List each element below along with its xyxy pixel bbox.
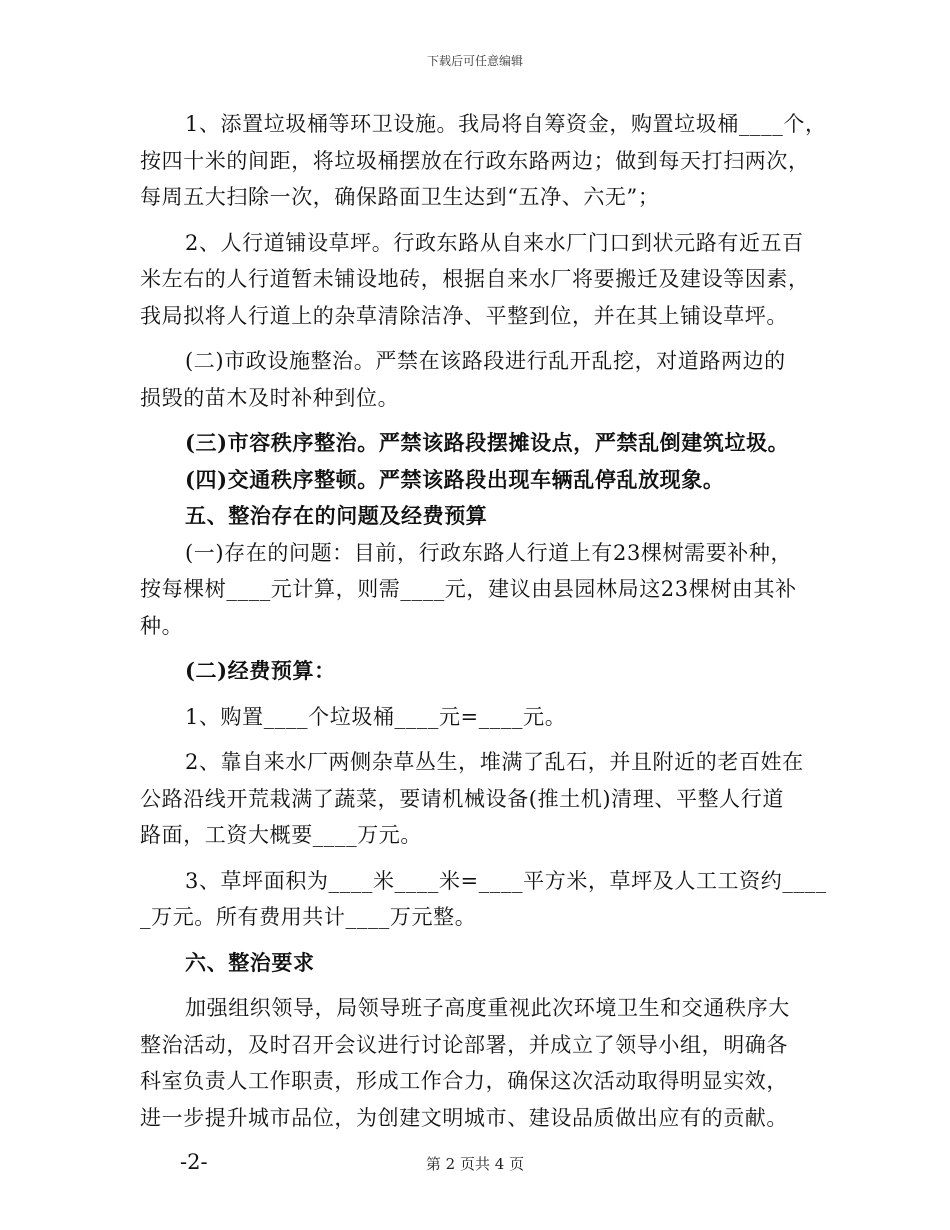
paragraph-line: 2、人行道铺设草坪。行政东路从自来水厂门口到状元路有近五百	[185, 230, 804, 255]
page-header: 下载后可任意编辑	[426, 54, 523, 68]
section-heading: 六、整治要求	[185, 949, 315, 975]
page-marker: -2-	[180, 1150, 208, 1174]
paragraph-line: 种。	[140, 613, 184, 638]
paragraph-line: 科室负责人工作职责，形成工作合力，确保这次活动取得明显实效，	[140, 1069, 788, 1093]
document-body	[140, 106, 827, 1180]
page-footer: 第 2 页共 4 页	[425, 1155, 525, 1173]
section-heading: (三)市容秩序整治。严禁该路段摆摊设点，严禁乱倒建筑垃圾。	[185, 430, 790, 455]
paragraph-line: 3、草坪面积为____米____米=____平方米，草坪及人工工资约____	[185, 868, 827, 893]
paragraph-line: 1、购置____个垃圾桶____元=____元。	[185, 704, 567, 729]
paragraph-line: (一)存在的问题：目前，行政东路人行道上有23棵树需要补种，	[185, 540, 793, 565]
paragraph-line: 路面，工资大概要____万元。	[140, 823, 422, 847]
paragraph-line: 按每棵树____元计算，则需____元，建议由县园林局这23棵树由其补	[140, 577, 797, 601]
paragraph-line: _万元。所有费用共计____万元整。	[140, 905, 477, 929]
paragraph-line: 我局拟将人行道上的杂草清除洁净、平整到位，并在其上铺设草坪。	[140, 303, 788, 328]
section-heading: 五、整治存在的问题及经费预算	[185, 503, 488, 528]
paragraph-line: 每周五大扫除一次，确保路面卫生达到“五净、六无”；	[140, 185, 660, 209]
section-heading: (二)经费预算：	[185, 658, 336, 683]
paragraph-line: 损毁的苗木及时补种到位。	[140, 385, 400, 410]
paragraph-line: 进一步提升城市品位，为创建文明城市、建设品质做出应有的贡献。	[140, 1105, 788, 1130]
paragraph-line: 整治活动，及时召开会议进行讨论部署，并成立了领导小组，明确各	[140, 1032, 788, 1057]
paragraph-line: 公路沿线开荒栽满了蔬菜，要请机械设备(推土机)清理、平整人行道	[140, 786, 784, 811]
section-heading: (四)交通秩序整顿。严禁该路段出现车辆乱停乱放现象。	[185, 466, 725, 492]
paragraph-line: 2、靠自来水厂两侧杂草丛生，堆满了乱石，并且附近的老百姓在	[185, 750, 804, 774]
paragraph-line: (二)市政设施整治。严禁在该路段进行乱开乱挖，对道路两边的	[185, 349, 786, 373]
paragraph-line: 按四十米的间距，将垃圾桶摆放在行政东路两边；做到每天打扫两次，	[140, 148, 810, 173]
paragraph-line: 米左右的人行道暂未铺设地砖，根据自来水厂将要搬迁及建设等因素，	[140, 267, 810, 291]
paragraph-line: 1、添置垃圾桶等环卫设施。我局将自筹资金，购置垃圾桶____个，	[185, 112, 827, 136]
paragraph-line: 加强组织领导，局领导班子高度重视此次环境卫生和交通秩序大	[185, 996, 790, 1020]
